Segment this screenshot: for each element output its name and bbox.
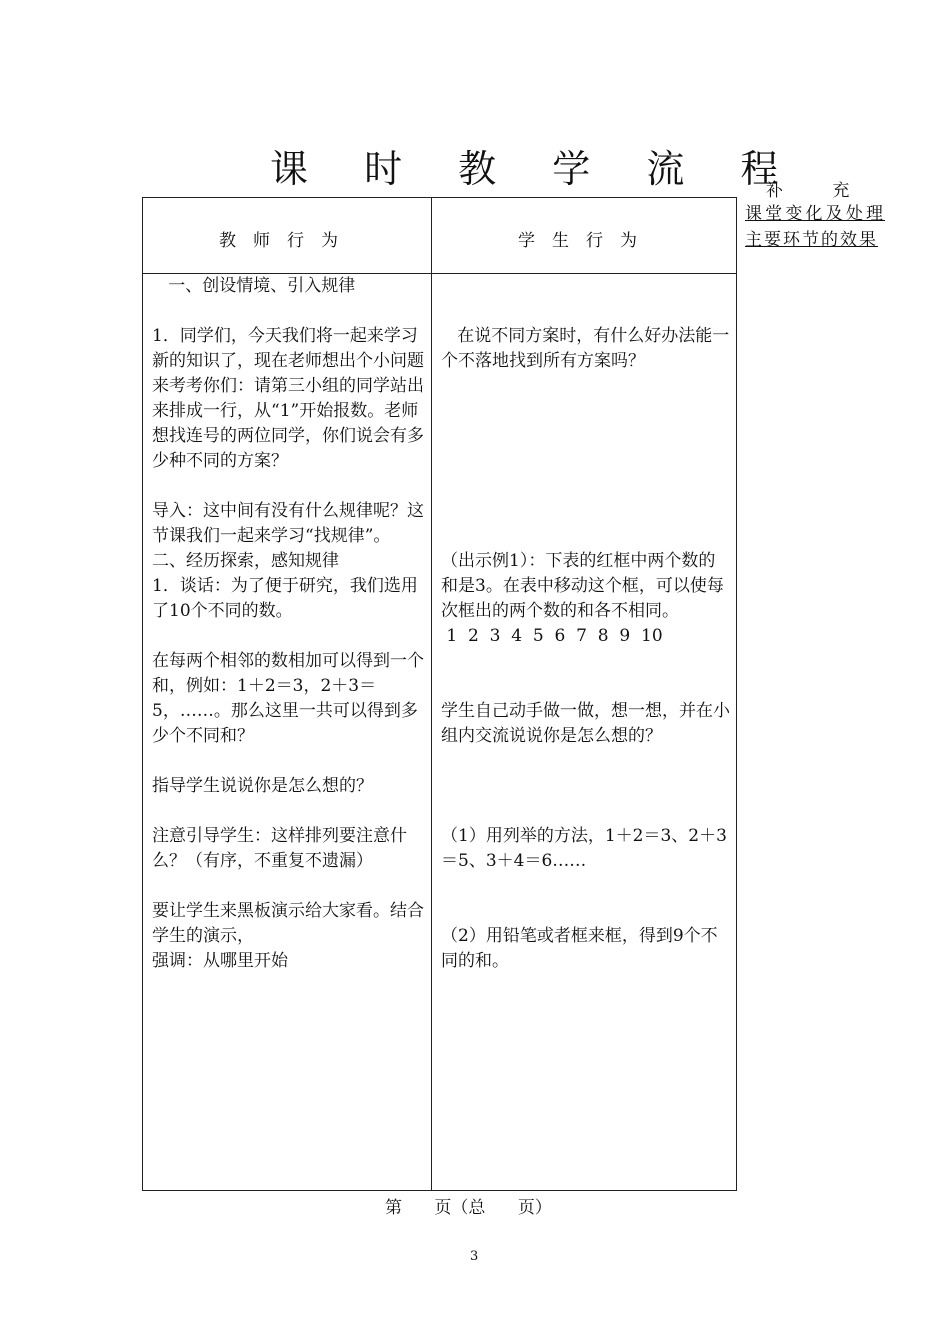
page-title: 课 时 教 学 流 程 xyxy=(270,147,801,191)
lesson-table xyxy=(142,197,737,1191)
page-number: 3 xyxy=(470,1249,479,1264)
supplement-heading: 补 充 xyxy=(766,181,872,201)
student-actions-text: 在说不同方案时，有什么好办法能一个不落地找到所有方案吗？ （出示例1）：下表的红框中两个数的和是3。在表中移动这个框，可以使每次框出的两个数的和各不相同。 1 2 3 4 5 6 7 8 9 10 学生自己动手做一做，想一想，并在小组内交流说说你是怎么想的？ （1）用列举的方法，1＋2＝3、2＋3＝5、3＋4＝6…… （2）用铅笔或者框来框，得到9个不同的和。 xyxy=(441,326,730,971)
column-divider xyxy=(431,198,432,1190)
teacher-column-header: 教 师 行 为 xyxy=(219,231,338,251)
page-footer: 第 页（总 页） xyxy=(385,1198,552,1218)
student-column-header: 学 生 行 为 xyxy=(518,231,637,251)
supplement-subtitle: 课堂变化及处理主要环节的效果 xyxy=(745,204,885,250)
teacher-actions-text: 一、创设情境、引入规律 1．同学们，今天我们将一起来学习新的知识了，现在老师想出个小问题来考考你们：请第三小组的同学站出来排成一行，从“1”开始报数。老师想找连号的两位同学，你们说会有多少种不同的方案？ 导入：这中间有没有什么规律呢？这节课我们一起来学习“找规律”。 二、经历探索，感知规律 1．谈话：为了便于研究，我们选用了10个不同的数。 在每两个相邻的数相加可以得到一个和，例如：1＋2＝3，2＋3＝5，……。那么这里一共可以得到多少个不同和？ 指导学生说说你是怎么想的？ 注意引导学生：这样排列要注意什么？（有序，不重复不遗漏） 要让学生来黑板演示给大家看。结合学生的演示， 强调：从哪里开始 xyxy=(152,276,424,971)
